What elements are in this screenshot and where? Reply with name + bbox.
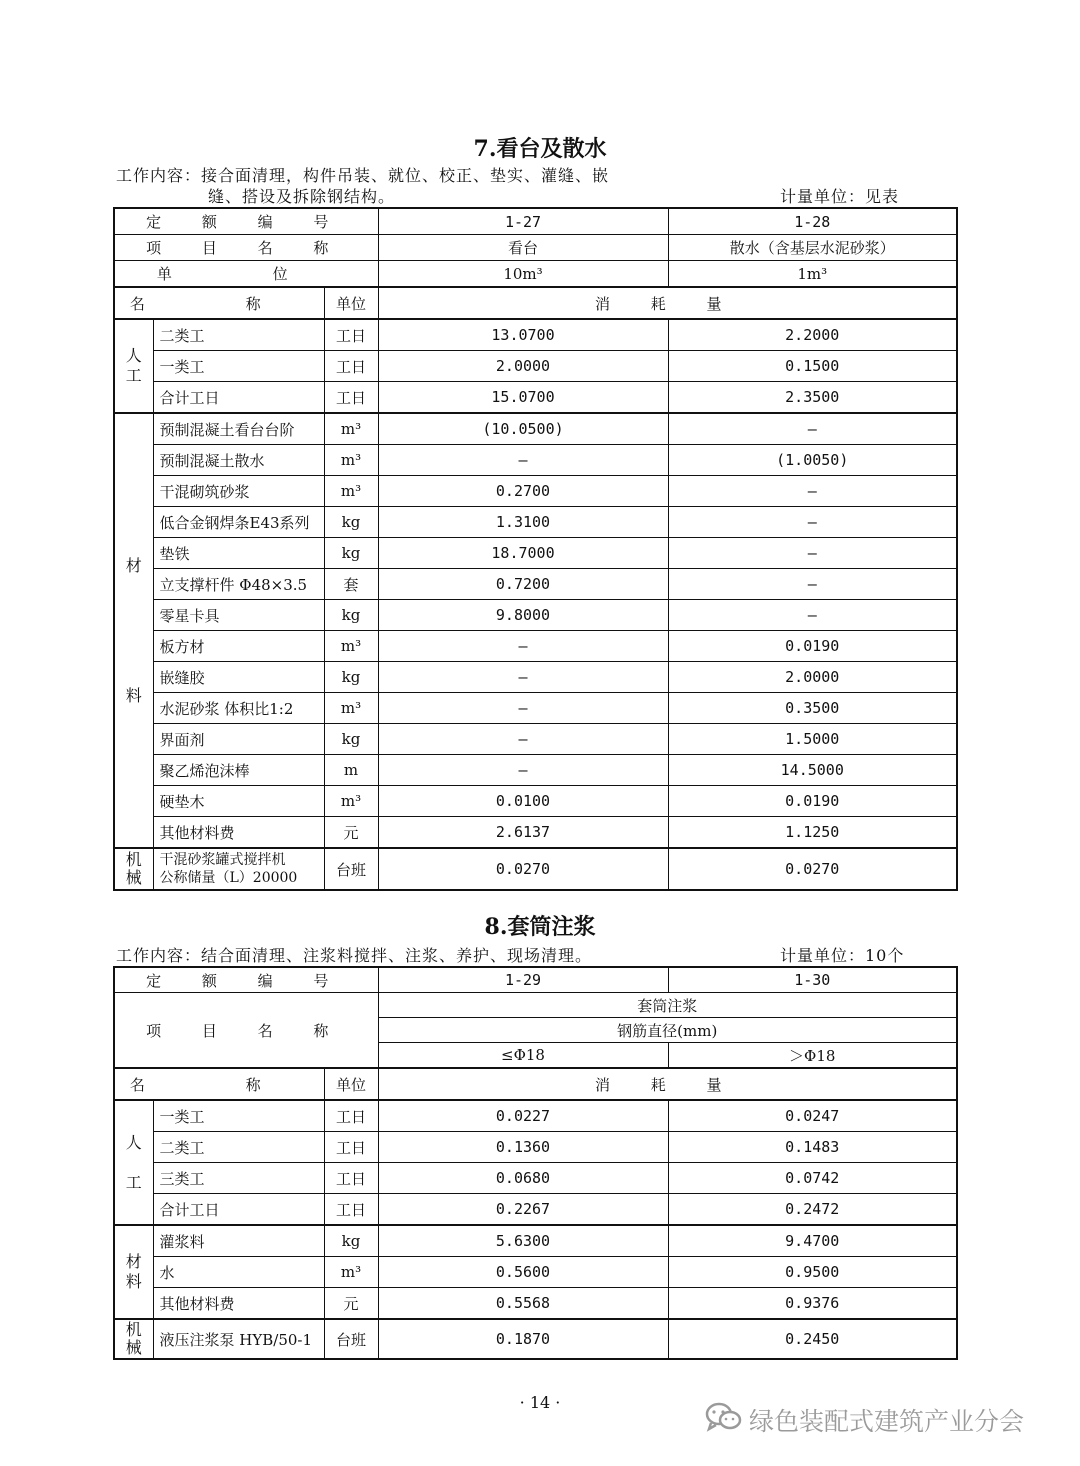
list-item-value-b: 14.5000: [668, 755, 957, 786]
material-category: 材料: [114, 1225, 153, 1319]
list-item-value-a: —: [378, 693, 668, 724]
list-item-value-b: 0.2472: [668, 1194, 957, 1226]
list-item-name: 界面剂: [153, 724, 324, 755]
quota-code-b: 1-28: [668, 208, 957, 235]
list-item-unit: 工日: [324, 1194, 378, 1226]
watermark: [705, 1401, 1024, 1439]
list-item-value-a: 0.0100: [378, 786, 668, 817]
list-item-name: 零星卡具: [153, 600, 324, 631]
section7-unit-note: 计量单位：见表: [780, 187, 900, 206]
list-item-value-b: 0.1500: [668, 351, 957, 382]
list-item-unit: m³: [324, 476, 378, 507]
list-item-name: 立支撑杆件 Φ48×3.5: [153, 569, 324, 600]
list-item-value-b: 2.2000: [668, 319, 957, 351]
list-item-name: 二类工: [153, 319, 324, 351]
list-item-unit: m³: [324, 413, 378, 445]
list-item-name: 预制混凝土看台台阶: [153, 413, 324, 445]
quota-code-a: 1-29: [378, 967, 668, 993]
list-item-unit: m³: [324, 693, 378, 724]
list-item-value-b: 0.1483: [668, 1132, 957, 1163]
list-item-value-a: —: [378, 755, 668, 786]
list-item-value-a: 15.0700: [378, 382, 668, 414]
list-item-unit: m³: [324, 445, 378, 476]
quota-code-label: 定 额 编 号: [114, 208, 378, 235]
item-name-b: ＞Φ18: [668, 1043, 957, 1069]
list-item-value-a: —: [378, 662, 668, 693]
list-item-value-a: 0.2700: [378, 476, 668, 507]
list-item-value-a: 5.6300: [378, 1225, 668, 1257]
list-item-unit: 元: [324, 817, 378, 849]
watermark-text: 绿色装配式建筑产业分会: [749, 1407, 1025, 1436]
list-item-value-a: 0.7200: [378, 569, 668, 600]
labor-category-top: 人: [125, 1132, 142, 1152]
machine-name-line2: 公称储量（L）20000: [159, 870, 298, 886]
section8-title: 8.套筒注浆: [484, 914, 596, 940]
machine-name: 液压注浆泵 HYB/50-1: [153, 1319, 324, 1359]
list-item-value-a: 2.6137: [378, 817, 668, 849]
labor-category: [114, 1100, 153, 1225]
item-name-a: ≤Φ18: [378, 1043, 668, 1069]
list-item-value-b: —: [668, 569, 957, 600]
list-item-unit: 工日: [324, 382, 378, 414]
list-item-unit: kg: [324, 538, 378, 569]
quota-code-label: 定 额 编 号: [114, 967, 378, 993]
list-item-name: 其他材料费: [153, 817, 324, 849]
list-item-value-b: —: [668, 507, 957, 538]
list-item-value-a: (10.0500): [378, 413, 668, 445]
list-item-value-a: 0.5600: [378, 1257, 668, 1288]
list-item-unit: 工日: [324, 1132, 378, 1163]
list-item-name: 垫铁: [153, 538, 324, 569]
list-item-value-a: 0.1360: [378, 1132, 668, 1163]
list-item-value-b: —: [668, 600, 957, 631]
item-name-b: 散水（含基层水泥砂浆）: [668, 235, 957, 261]
material-category-bottom: 料: [125, 685, 142, 705]
list-item-value-b: 0.9376: [668, 1288, 957, 1320]
list-item-value-b: 0.0190: [668, 786, 957, 817]
list-item-value-a: 0.5568: [378, 1288, 668, 1320]
list-item-unit: m: [324, 755, 378, 786]
list-item-name: 板方材: [153, 631, 324, 662]
list-item-name: 合计工日: [153, 382, 324, 414]
list-item-value-a: 13.0700: [378, 319, 668, 351]
section7-title: 7.看台及散水: [473, 136, 607, 162]
material-category: [114, 413, 153, 848]
machine-unit: 台班: [324, 848, 378, 890]
machine-category: 机械: [114, 848, 153, 890]
list-item-unit: m³: [324, 786, 378, 817]
list-item-unit: kg: [324, 600, 378, 631]
machine-name: [153, 848, 324, 890]
list-item-value-b: —: [668, 538, 957, 569]
list-item-value-a: —: [378, 631, 668, 662]
section8-work-content: 工作内容：结合面清理、注浆料搅拌、注浆、养护、现场清理。: [116, 946, 593, 965]
item-name-label: 项 目 名 称: [114, 235, 378, 261]
list-item-name: 二类工: [153, 1132, 324, 1163]
labor-category-bottom: 工: [125, 1172, 142, 1192]
item-main: 套筒注浆: [378, 993, 957, 1018]
list-item-value-b: 0.0742: [668, 1163, 957, 1194]
list-item-unit: kg: [324, 1225, 378, 1257]
list-item-unit: m³: [324, 631, 378, 662]
list-item-unit: 工日: [324, 1100, 378, 1132]
list-item-unit: 工日: [324, 1163, 378, 1194]
list-item-name: 低合金钢焊条E43系列: [153, 507, 324, 538]
material-category-top: 材: [125, 555, 142, 575]
labor-category: 人工: [114, 319, 153, 413]
list-item-value-a: 0.0227: [378, 1100, 668, 1132]
list-item-name: 嵌缝胶: [153, 662, 324, 693]
machine-value-a: 0.1870: [378, 1319, 668, 1359]
section7-quota-table: [113, 207, 958, 891]
list-item-value-b: 9.4700: [668, 1225, 957, 1257]
list-item-name: 其他材料费: [153, 1288, 324, 1320]
list-item-value-b: 0.0190: [668, 631, 957, 662]
list-item-value-a: 2.0000: [378, 351, 668, 382]
unit-column-header: 单位: [324, 1068, 378, 1100]
list-item-value-a: —: [378, 445, 668, 476]
section7-work-content-line1: 工作内容：接合面清理，构件吊装、就位、校正、垫实、灌缝、嵌: [116, 166, 610, 185]
machine-unit: 台班: [324, 1319, 378, 1359]
wechat-icon: [705, 1401, 743, 1439]
list-item-unit: kg: [324, 724, 378, 755]
list-item-value-b: —: [668, 413, 957, 445]
machine-value-b: 0.2450: [668, 1319, 957, 1359]
list-item-name: 灌浆料: [153, 1225, 324, 1257]
list-item-name: 预制混凝土散水: [153, 445, 324, 476]
item-name-a: 看台: [378, 235, 668, 261]
machine-name-line1: 干混砂浆罐式搅拌机: [159, 852, 286, 868]
list-item-value-b: 0.9500: [668, 1257, 957, 1288]
list-item-name: 一类工: [153, 351, 324, 382]
list-item-name: 硬垫木: [153, 786, 324, 817]
page-number: · 14 ·: [519, 1393, 561, 1412]
list-item-name: 水泥砂浆 体积比1:2: [153, 693, 324, 724]
list-item-name: 水: [153, 1257, 324, 1288]
list-item-value-b: 0.3500: [668, 693, 957, 724]
list-item-value-b: 2.0000: [668, 662, 957, 693]
list-item-name: 三类工: [153, 1163, 324, 1194]
section8-quota-table: [113, 966, 958, 1360]
list-item-name: 聚乙烯泡沫棒: [153, 755, 324, 786]
list-item-value-b: 1.5000: [668, 724, 957, 755]
list-item-unit: 套: [324, 569, 378, 600]
quota-code-b: 1-30: [668, 967, 957, 993]
unit-a: 10m³: [378, 261, 668, 288]
unit-column-header: 单位: [324, 287, 378, 319]
list-item-value-b: 2.3500: [668, 382, 957, 414]
section7-work-content-line2: 缝、搭设及拆除钢结构。: [208, 187, 396, 206]
list-item-unit: 工日: [324, 351, 378, 382]
unit-label: 单 位: [114, 261, 378, 288]
list-item-unit: 元: [324, 1288, 378, 1320]
list-item-unit: m³: [324, 1257, 378, 1288]
list-item-value-a: 1.3100: [378, 507, 668, 538]
list-item-value-a: 0.2267: [378, 1194, 668, 1226]
list-item-name: 合计工日: [153, 1194, 324, 1226]
list-item-value-b: 1.1250: [668, 817, 957, 849]
list-item-unit: kg: [324, 507, 378, 538]
machine-value-b: 0.0270: [668, 848, 957, 890]
name-column-header: 名 称: [114, 287, 324, 319]
item-sub: 钢筋直径(mm): [378, 1018, 957, 1043]
consumption-header: 消 耗 量: [378, 287, 957, 319]
list-item-value-a: 0.0680: [378, 1163, 668, 1194]
quota-code-a: 1-27: [378, 208, 668, 235]
name-column-header: 名 称: [114, 1068, 324, 1100]
machine-category: 机械: [114, 1319, 153, 1359]
list-item-value-b: (1.0050): [668, 445, 957, 476]
list-item-unit: 工日: [324, 319, 378, 351]
list-item-name: 干混砌筑砂浆: [153, 476, 324, 507]
machine-value-a: 0.0270: [378, 848, 668, 890]
list-item-value-a: 9.8000: [378, 600, 668, 631]
list-item-value-a: —: [378, 724, 668, 755]
unit-b: 1m³: [668, 261, 957, 288]
consumption-header: 消 耗 量: [378, 1068, 957, 1100]
list-item-value-a: 18.7000: [378, 538, 668, 569]
list-item-value-b: 0.0247: [668, 1100, 957, 1132]
list-item-unit: kg: [324, 662, 378, 693]
section8-unit-note: 计量单位：10个: [780, 946, 905, 965]
list-item-name: 一类工: [153, 1100, 324, 1132]
list-item-value-b: —: [668, 476, 957, 507]
item-name-label: 项 目 名 称: [114, 993, 378, 1069]
